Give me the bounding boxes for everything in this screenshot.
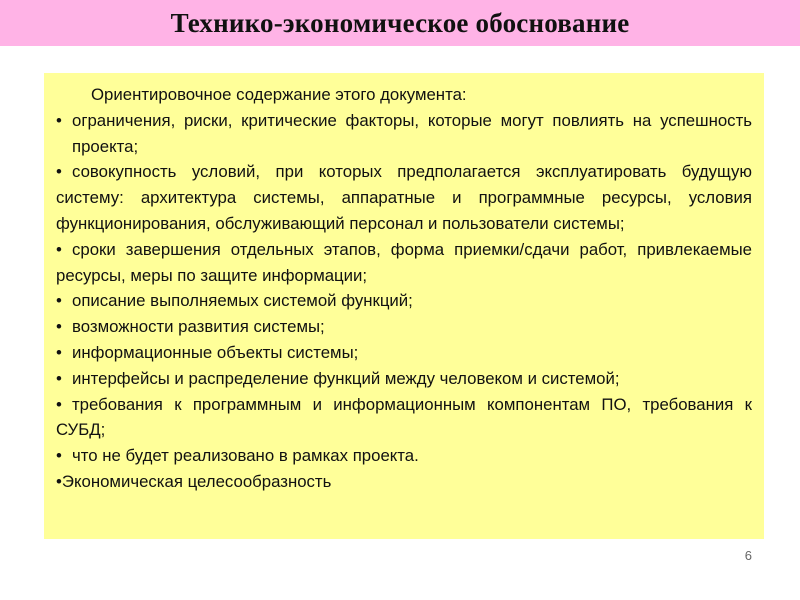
list-item [56, 314, 752, 340]
list-item-text: возможности развития системы; [72, 317, 325, 337]
list-item [56, 443, 752, 469]
bullet-icon [56, 392, 72, 418]
list-item-text: информационные объекты системы; [72, 342, 359, 362]
list-item-text: описание выполняемых системой функций; [72, 291, 413, 311]
slide-title: Технико-экономическое обоснование [170, 7, 630, 38]
intro-text: Ориентировочное содержание этого документа: [91, 85, 467, 104]
list-item-text: интерфейсы и распределение функций между человеком и системой; [72, 368, 620, 388]
list-item [56, 108, 752, 160]
list-item-text: ограничения, риски, критические факторы, которые могут повлиять на успешность проекта; [72, 110, 752, 156]
list-item-text: что не будет реализовано в рамках проекта. [72, 446, 419, 466]
list-item-text: сроки завершения отдельных этапов, форма приемки/сдачи работ, привлекаемые ресурсы, меры по защите информации; [56, 239, 752, 285]
list-item [56, 159, 752, 236]
bullet-icon [56, 288, 62, 314]
list-item [56, 366, 752, 392]
list-item-text: требования к программным и информационным компонентам ПО, требования к СУБД; [56, 394, 752, 440]
list-item [56, 392, 752, 444]
bullet-icon [56, 340, 62, 366]
bullet-icon [56, 108, 62, 134]
bullet-icon [56, 159, 72, 185]
content-box [44, 73, 764, 539]
page-number: 6 [744, 548, 752, 563]
list-item [56, 288, 752, 314]
bullet-icon [56, 366, 62, 392]
list-item-text: совокупность условий, при которых предполагается эксплуатировать будущую систему: архитектура системы, аппаратные и программные ресурсы, условия функционирования, обслуживающий персонал и пользователи системы; [56, 162, 752, 233]
bullet-icon [56, 314, 62, 340]
bullet-icon [56, 443, 62, 469]
title-banner [0, 0, 800, 46]
list-item [56, 237, 752, 289]
list-item-text: Экономическая целесообразность [61, 471, 332, 491]
list-item [56, 340, 752, 366]
bullet-icon [56, 237, 72, 263]
list-item [56, 469, 752, 495]
